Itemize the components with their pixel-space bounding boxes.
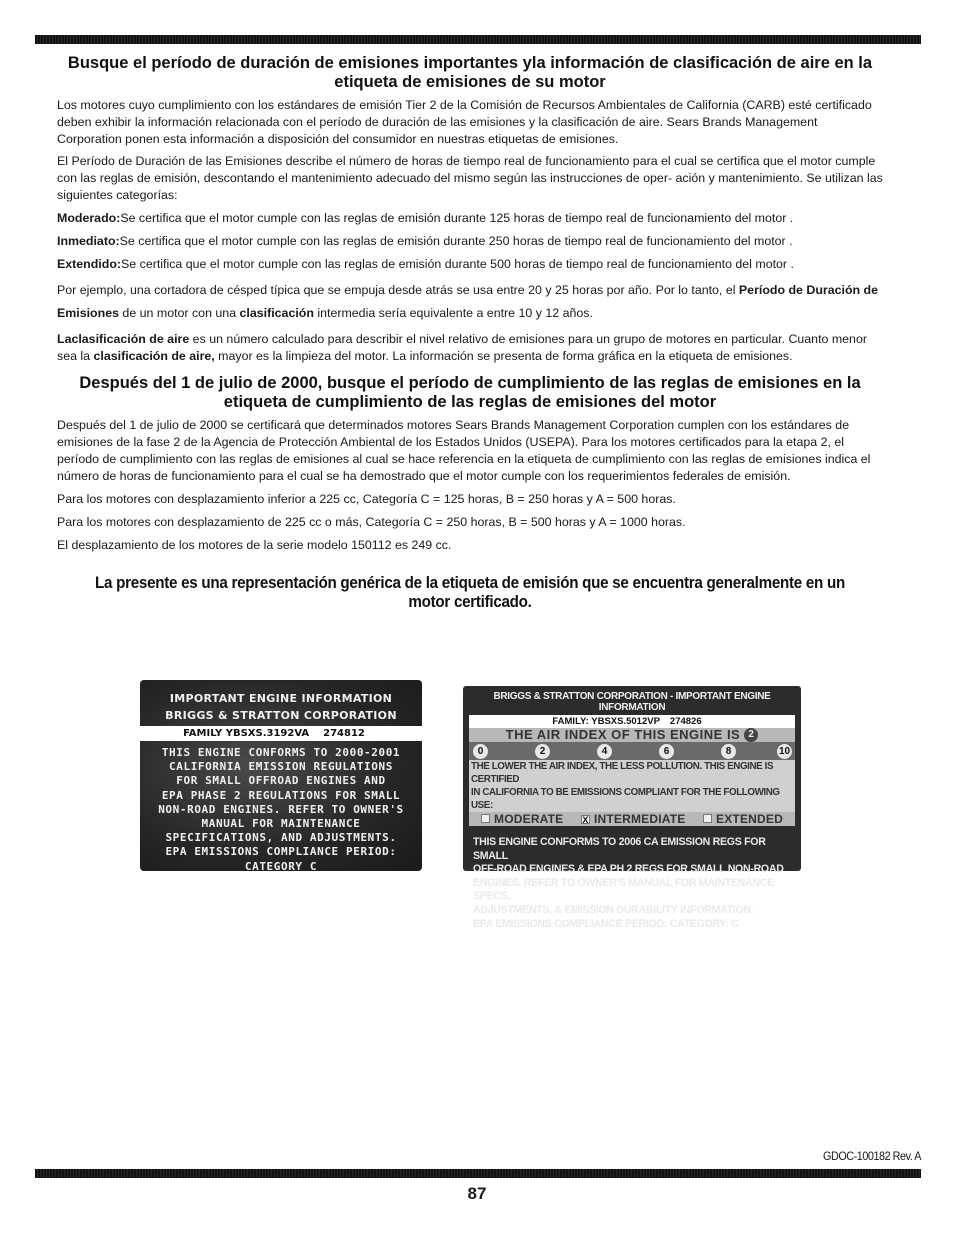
- scale-mark: 4: [597, 744, 612, 759]
- checkbox-moderate: [481, 814, 490, 823]
- page-content: [57, 54, 883, 612]
- section1-paragraph-1: Los motores cuyo cumplimiento con los estándares de emisión Tier 2 de la Comisión de Recursos Ambientales de California (CARB) esté certificado deben exhibir la información relacionada con el período de duración de las emisiones y la clasificación de aire. Sears Brands Management Corporation ponen esta información a disposición del consumidor en nuestras etiquetas de emisiones.: [57, 98, 872, 146]
- label2-air-scale: [469, 742, 795, 760]
- label2-msg-line: OFF-ROAD ENGINES & EPA PH 2 REGS FOR SMALL NON-ROAD: [473, 863, 784, 876]
- label1-msg-line: EPA EMISSIONS COMPLIANCE PERIOD:: [165, 845, 397, 859]
- label2-message: [463, 826, 801, 931]
- label2-msg-line: ENGINES. REFER TO OWNER'S MANUAL FOR MAINTENANCE SPECS,: [473, 876, 774, 903]
- section2-heading: Después del 1 de julio de 2000, busque el período de cumplimiento de las reglas de emisiones en la etiqueta de cumplimiento de las reglas de emisiones del motor: [79, 374, 861, 411]
- category-inmediato: [57, 233, 883, 250]
- scale-mark: 0: [473, 744, 488, 759]
- term-moderado: Moderado:: [57, 211, 121, 225]
- example-text-a: Por ejemplo, una cortadora de césped típica que se empuja desde atrás se usa entre 20 y 25 horas por año. Por lo tanto, el: [57, 283, 739, 297]
- label1-msg-line: SPECIFICATIONS, AND ADJUSTMENTS.: [165, 831, 397, 845]
- air-text-d: mayor es la limpieza del motor. La información se presenta de forma gráfica en la etiqueta de emisiones.: [214, 349, 793, 363]
- scale-mark: 10: [778, 746, 791, 757]
- label2-code: 274826: [669, 716, 702, 727]
- label2-air-index-line: [469, 728, 795, 742]
- term-extendido: Extendido:: [57, 257, 122, 271]
- label2-msg-line: EPA EMISSIONS COMPLIANCE PERIOD: CATEGORY: C: [473, 917, 739, 930]
- air-bold-a: Laclasificación de aire: [57, 332, 190, 346]
- label1-msg-line: FOR SMALL OFFROAD ENGINES AND: [176, 774, 386, 788]
- label-intermediate: INTERMEDIATE: [593, 812, 686, 826]
- section1-heading: Busque el período de duración de emisiones importantes yla información de clasificación de aire en la etiqueta de emisiones de su motor: [67, 54, 873, 91]
- label2-msg-line: ADJUSTMENTS, & EMISSION DURABILITY INFORMATION.: [473, 903, 754, 916]
- label-moderate: MODERATE: [494, 812, 564, 826]
- example-paragraph: [57, 279, 883, 325]
- air-bold-c: clasificación de aire,: [93, 349, 215, 363]
- example-bold-classification: clasificación: [239, 306, 314, 320]
- label1-msg-line: EPA PHASE 2 REGULATIONS FOR SMALL: [161, 788, 401, 802]
- label1-code: 274812: [323, 728, 365, 739]
- label2-air-index-text: THE AIR INDEX OF THIS ENGINE IS: [505, 727, 741, 742]
- label2-air-index-value: 2: [744, 728, 758, 742]
- emission-label-category: [140, 680, 422, 871]
- label2-lower-line: IN CALIFORNIA TO BE EMISSIONS COMPLIANT FOR THE FOLLOWING USE:: [471, 787, 780, 811]
- section2-paragraph-3: Para los motores con desplazamiento de 225 cc o más, Categoría C = 250 horas, B = 500 horas y A = 1000 horas.: [57, 515, 686, 529]
- air-text-b: es un número calculado para describir el nivel relativo de emisiones para un grupo de motores en particular. Cuanto menor sea la: [57, 332, 867, 363]
- section3-heading: La presente es una representación genérica de la etiqueta de emisión que se encuentra generalmente en un motor certificado.: [95, 574, 845, 611]
- label1-title: IMPORTANT ENGINE INFORMATION: [169, 692, 393, 705]
- scale-mark: 6: [659, 744, 674, 759]
- label1-msg-line: MANUAL FOR MAINTENANCE: [201, 817, 361, 831]
- checkbox-intermediate: X: [582, 815, 589, 825]
- text-inmediato: Se certifica que el motor cumple con las reglas de emisión durante 250 horas de tiempo real de funcionamiento del motor .: [119, 234, 793, 248]
- top-rule: [35, 35, 921, 44]
- emission-label-air-index: [463, 686, 801, 930]
- document-id: GDOC-100182 Rev. A: [823, 1149, 921, 1163]
- label1-msg-line: CALIFORNIA EMISSION REGULATIONS: [169, 760, 393, 774]
- scale-mark: 2: [535, 744, 550, 759]
- label1-family: FAMILY YBSXS.3192VA: [183, 728, 310, 739]
- term-inmediato: Inmediato:: [57, 234, 120, 248]
- bottom-rule: [35, 1169, 921, 1178]
- text-extendido: Se certifica que el motor cumple con las reglas de emisión durante 500 horas de tiempo real de funcionamiento del motor .: [121, 257, 794, 271]
- label2-lower-text: [469, 760, 795, 812]
- checkbox-extended: [703, 814, 712, 823]
- label-extended: EXTENDED: [716, 812, 783, 826]
- label2-categories: [469, 812, 795, 826]
- label1-msg-line: NON-ROAD ENGINES. REFER TO OWNER'S: [158, 802, 404, 816]
- category-moderado: [57, 210, 883, 227]
- label1-msg-line: THIS ENGINE CONFORMS TO 2000-2001: [161, 746, 401, 759]
- label1-company: BRIGGS & STRATTON CORPORATION: [165, 709, 397, 722]
- scale-mark: 8: [721, 744, 736, 759]
- label2-family: FAMILY: YBSXS.5012VP: [552, 716, 660, 727]
- page-number: 87: [467, 1184, 487, 1203]
- air-index-paragraph: [57, 331, 883, 365]
- example-text-c: de un motor con una: [118, 306, 240, 320]
- label1-message: [140, 741, 422, 874]
- text-moderado: Se certifica que el motor cumple con las reglas de emisión durante 125 horas de tiempo real de funcionamiento del motor .: [120, 211, 794, 225]
- label2-lower-line: THE LOWER THE AIR INDEX, THE LESS POLLUTION. THIS ENGINE IS CERTIFIED: [471, 761, 774, 785]
- section2-paragraph-2: Para los motores con desplazamiento inferior a 225 cc, Categoría C = 125 horas, B = 250 horas y A = 500 horas.: [57, 492, 676, 506]
- label2-header: BRIGGS & STRATTON CORPORATION - IMPORTANT ENGINE INFORMATION: [493, 691, 771, 713]
- example-bold-period: Período de Duración de Emisiones: [57, 283, 878, 320]
- label1-family-bar: [140, 726, 422, 741]
- label1-msg-line: CATEGORY C: [244, 859, 318, 873]
- label2-msg-line: THIS ENGINE CONFORMS TO 2006 CA EMISSION REGS FOR SMALL: [473, 836, 766, 862]
- section2-paragraph-1: Después del 1 de julio de 2000 se certificará que determinados motores Sears Brands Management Corporation cumplen con los estándares de emisiones de la fase 2 de la Agencia de Protección Ambiental de los Estados Unidos (USEPA). Para los motores certificados para la etapa 2, el período de cumplimiento con las reglas de emisiones al cual se hace referencia en la etiqueta de cumplimiento con las reglas de emisiones indica el número de horas de funcionamiento para el cual se ha demostrado que el motor cumple con los requerimientos federales de emisión.: [57, 418, 871, 483]
- section2-paragraph-4: El desplazamiento de los motores de la serie modelo 150112 es 249 cc.: [57, 538, 452, 552]
- example-text-e: intermedia sería equivalente a entre 10 y 12 años.: [313, 306, 593, 320]
- category-extendido: [57, 256, 883, 273]
- section1-paragraph-2: El Período de Duración de las Emisiones describe el número de horas de tiempo real de funcionamiento para el cual se certifica que el motor cumple con las reglas de emisión, descontando el mantenimiento adecuado del mismo según las instrucciones de oper- ación y mantenimiento. Se utilizan las siguientes categorías:: [57, 154, 883, 202]
